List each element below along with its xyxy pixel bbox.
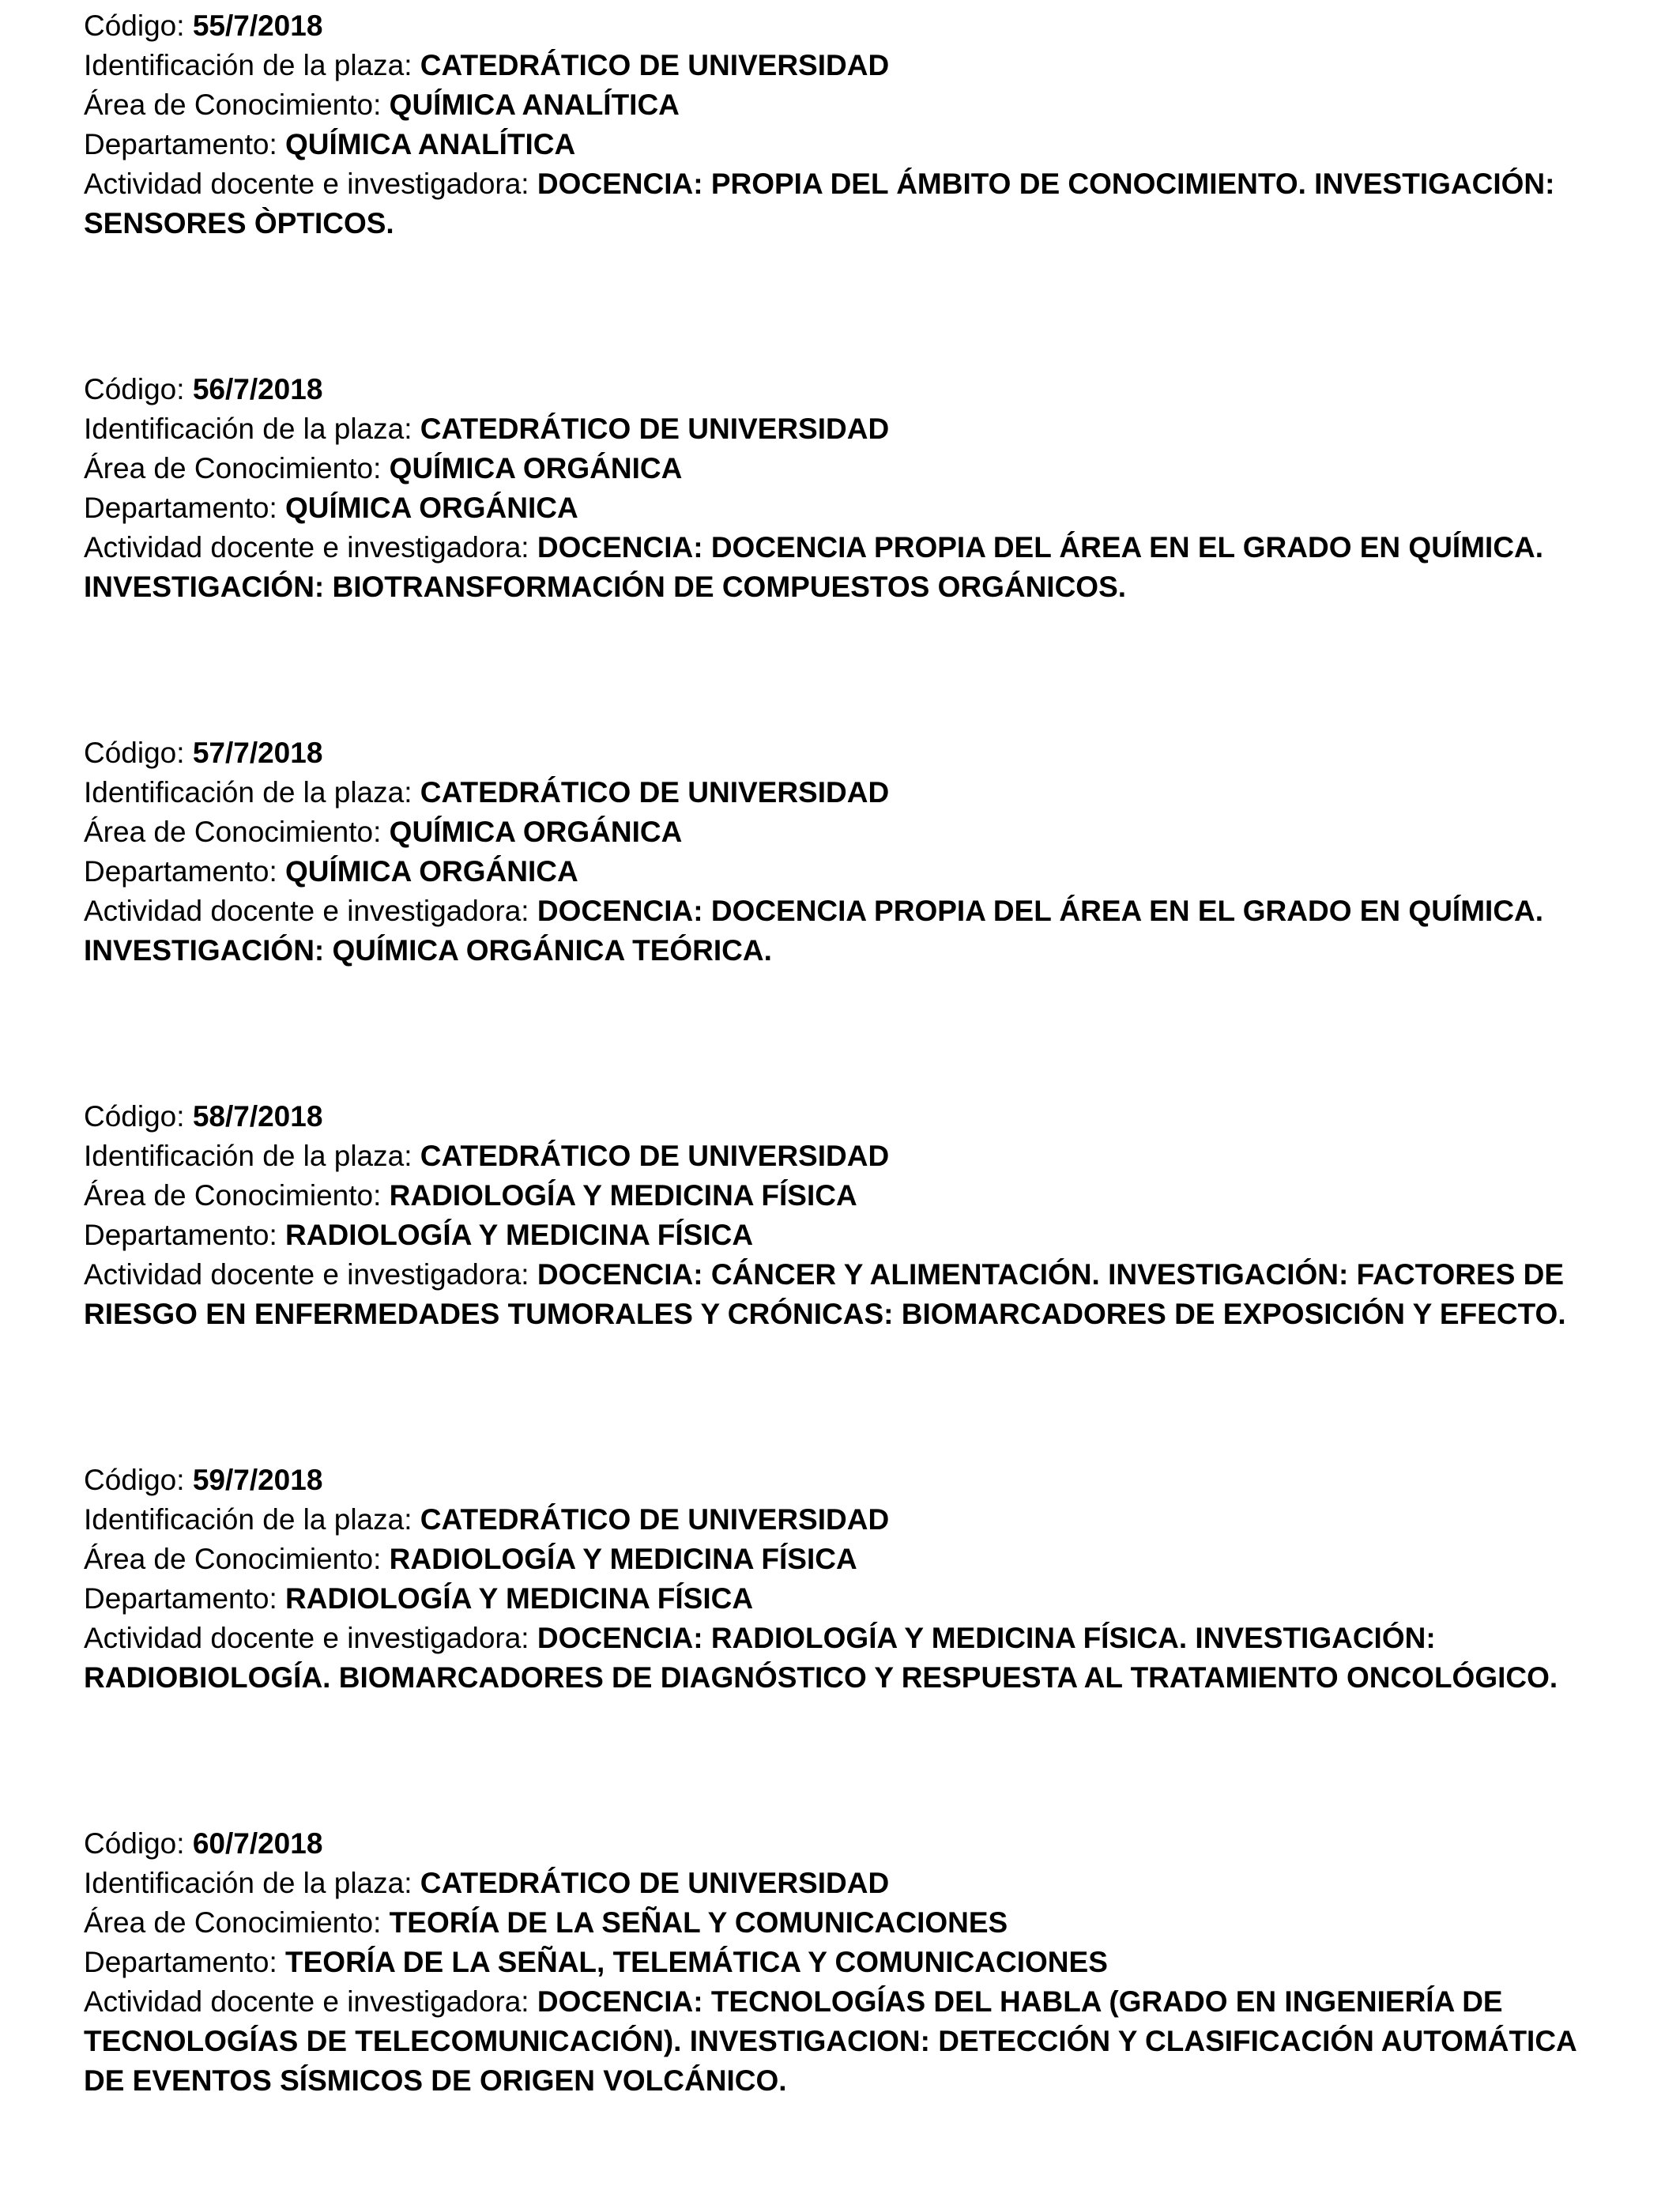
- actividad-value: DOCENCIA: TECNOLOGÍAS DEL HABLA (GRADO EN INGENIERÍA DE TECNOLOGÍAS DE TELECOMUNICACIÓN). INVESTIGACION: DETECCIÓN Y CLASIFICACIÓN AUTOMÁTICA DE EVENTOS SÍSMICOS DE ORIGEN VOLCÁNICO.: [84, 1985, 1576, 2097]
- codigo-line: [84, 1461, 1588, 1500]
- departamento-value: QUÍMICA ORGÁNICA: [285, 492, 578, 524]
- identificacion-value: CATEDRÁTICO DE UNIVERSIDAD: [420, 776, 890, 809]
- actividad-value: DOCENCIA: PROPIA DEL ÁMBITO DE CONOCIMIENTO. INVESTIGACIÓN: SENSORES ÒPTICOS.: [84, 168, 1555, 239]
- actividad-line: [84, 1982, 1588, 2101]
- area-value: TEORÍA DE LA SEÑAL Y COMUNICACIONES: [389, 1906, 1008, 1939]
- identificacion-line: [84, 1500, 1588, 1540]
- plaza-entry: [84, 6, 1588, 243]
- actividad-line: [84, 892, 1588, 971]
- departamento-label: Departamento:: [84, 1582, 277, 1615]
- codigo-line: [84, 6, 1588, 46]
- area-label: Área de Conocimiento:: [84, 452, 382, 484]
- area-line: [84, 1540, 1588, 1579]
- plaza-entry: [84, 1097, 1588, 1334]
- identificacion-line: [84, 1137, 1588, 1176]
- area-label: Área de Conocimiento:: [84, 816, 382, 848]
- actividad-value: DOCENCIA: CÁNCER Y ALIMENTACIÓN. INVESTIGACIÓN: FACTORES DE RIESGO EN ENFERMEDADES TUMORALES Y CRÓNICAS: BIOMARCADORES DE EXPOSICIÓN Y EFECTO.: [84, 1258, 1566, 1330]
- identificacion-label: Identificación de la plaza:: [84, 413, 412, 445]
- area-value: RADIOLOGÍA Y MEDICINA FÍSICA: [389, 1179, 857, 1212]
- area-label: Área de Conocimiento:: [84, 1179, 382, 1212]
- identificacion-line: [84, 409, 1588, 449]
- codigo-line: [84, 733, 1588, 773]
- departamento-line: [84, 852, 1588, 892]
- departamento-line: [84, 1216, 1588, 1255]
- departamento-line: [84, 1579, 1588, 1619]
- area-line: [84, 85, 1588, 125]
- codigo-value: 57/7/2018: [192, 737, 323, 769]
- departamento-line: [84, 488, 1588, 528]
- actividad-label: Actividad docente e investigadora:: [84, 1622, 529, 1654]
- departamento-value: TEORÍA DE LA SEÑAL, TELEMÁTICA Y COMUNICACIONES: [285, 1946, 1108, 1978]
- identificacion-value: CATEDRÁTICO DE UNIVERSIDAD: [420, 1140, 890, 1172]
- identificacion-value: CATEDRÁTICO DE UNIVERSIDAD: [420, 1867, 890, 1899]
- codigo-line: [84, 370, 1588, 409]
- identificacion-line: [84, 46, 1588, 85]
- departamento-label: Departamento:: [84, 492, 277, 524]
- actividad-label: Actividad docente e investigadora:: [84, 1985, 529, 2018]
- departamento-label: Departamento:: [84, 128, 277, 160]
- identificacion-label: Identificación de la plaza:: [84, 49, 412, 81]
- codigo-label: Código:: [84, 1100, 185, 1133]
- codigo-label: Código:: [84, 9, 185, 42]
- departamento-label: Departamento:: [84, 1946, 277, 1978]
- area-line: [84, 449, 1588, 488]
- actividad-label: Actividad docente e investigadora:: [84, 895, 529, 927]
- plaza-entry: [84, 1461, 1588, 1698]
- actividad-line: [84, 528, 1588, 607]
- codigo-value: 59/7/2018: [192, 1464, 323, 1496]
- identificacion-label: Identificación de la plaza:: [84, 1140, 412, 1172]
- codigo-label: Código:: [84, 737, 185, 769]
- actividad-value: DOCENCIA: RADIOLOGÍA Y MEDICINA FÍSICA. INVESTIGACIÓN: RADIOBIOLOGÍA. BIOMARCADORES DE DIAGNÓSTICO Y RESPUESTA AL TRATAMIENTO ONCOLÓGICO.: [84, 1622, 1558, 1694]
- actividad-label: Actividad docente e investigadora:: [84, 168, 529, 200]
- area-value: QUÍMICA ANALÍTICA: [389, 89, 680, 121]
- codigo-value: 58/7/2018: [192, 1100, 323, 1133]
- identificacion-line: [84, 773, 1588, 812]
- identificacion-line: [84, 1864, 1588, 1903]
- codigo-label: Código:: [84, 1464, 185, 1496]
- departamento-value: RADIOLOGÍA Y MEDICINA FÍSICA: [285, 1219, 754, 1251]
- area-label: Área de Conocimiento:: [84, 1543, 382, 1575]
- area-label: Área de Conocimiento:: [84, 1906, 382, 1939]
- identificacion-label: Identificación de la plaza:: [84, 776, 412, 809]
- area-line: [84, 1903, 1588, 1943]
- codigo-value: 55/7/2018: [192, 9, 323, 42]
- actividad-label: Actividad docente e investigadora:: [84, 531, 529, 564]
- codigo-line: [84, 1097, 1588, 1137]
- departamento-value: RADIOLOGÍA Y MEDICINA FÍSICA: [285, 1582, 754, 1615]
- plaza-entry: [84, 370, 1588, 607]
- codigo-label: Código:: [84, 373, 185, 405]
- codigo-value: 56/7/2018: [192, 373, 323, 405]
- plaza-entries: [84, 6, 1588, 2101]
- actividad-value: DOCENCIA: DOCENCIA PROPIA DEL ÁREA EN EL GRADO EN QUÍMICA. INVESTIGACIÓN: QUÍMICA ORGÁNICA TEÓRICA.: [84, 895, 1544, 967]
- area-line: [84, 1176, 1588, 1216]
- departamento-line: [84, 1943, 1588, 1982]
- area-value: QUÍMICA ORGÁNICA: [389, 816, 683, 848]
- plaza-entry: [84, 1824, 1588, 2101]
- actividad-line: [84, 1255, 1588, 1334]
- identificacion-label: Identificación de la plaza:: [84, 1867, 412, 1899]
- identificacion-label: Identificación de la plaza:: [84, 1503, 412, 1536]
- identificacion-value: CATEDRÁTICO DE UNIVERSIDAD: [420, 49, 890, 81]
- actividad-line: [84, 1619, 1588, 1698]
- actividad-line: [84, 164, 1588, 243]
- area-value: RADIOLOGÍA Y MEDICINA FÍSICA: [389, 1543, 857, 1575]
- actividad-value: DOCENCIA: DOCENCIA PROPIA DEL ÁREA EN EL GRADO EN QUÍMICA. INVESTIGACIÓN: BIOTRANSFORMACIÓN DE COMPUESTOS ORGÁNICOS.: [84, 531, 1544, 603]
- departamento-label: Departamento:: [84, 855, 277, 888]
- codigo-value: 60/7/2018: [192, 1827, 323, 1860]
- codigo-label: Código:: [84, 1827, 185, 1860]
- area-line: [84, 812, 1588, 852]
- departamento-value: QUÍMICA ORGÁNICA: [285, 855, 578, 888]
- codigo-line: [84, 1824, 1588, 1864]
- plaza-entry: [84, 733, 1588, 971]
- actividad-label: Actividad docente e investigadora:: [84, 1258, 529, 1291]
- identificacion-value: CATEDRÁTICO DE UNIVERSIDAD: [420, 1503, 890, 1536]
- departamento-line: [84, 125, 1588, 164]
- departamento-label: Departamento:: [84, 1219, 277, 1251]
- area-label: Área de Conocimiento:: [84, 89, 382, 121]
- area-value: QUÍMICA ORGÁNICA: [389, 452, 683, 484]
- departamento-value: QUÍMICA ANALÍTICA: [285, 128, 576, 160]
- identificacion-value: CATEDRÁTICO DE UNIVERSIDAD: [420, 413, 890, 445]
